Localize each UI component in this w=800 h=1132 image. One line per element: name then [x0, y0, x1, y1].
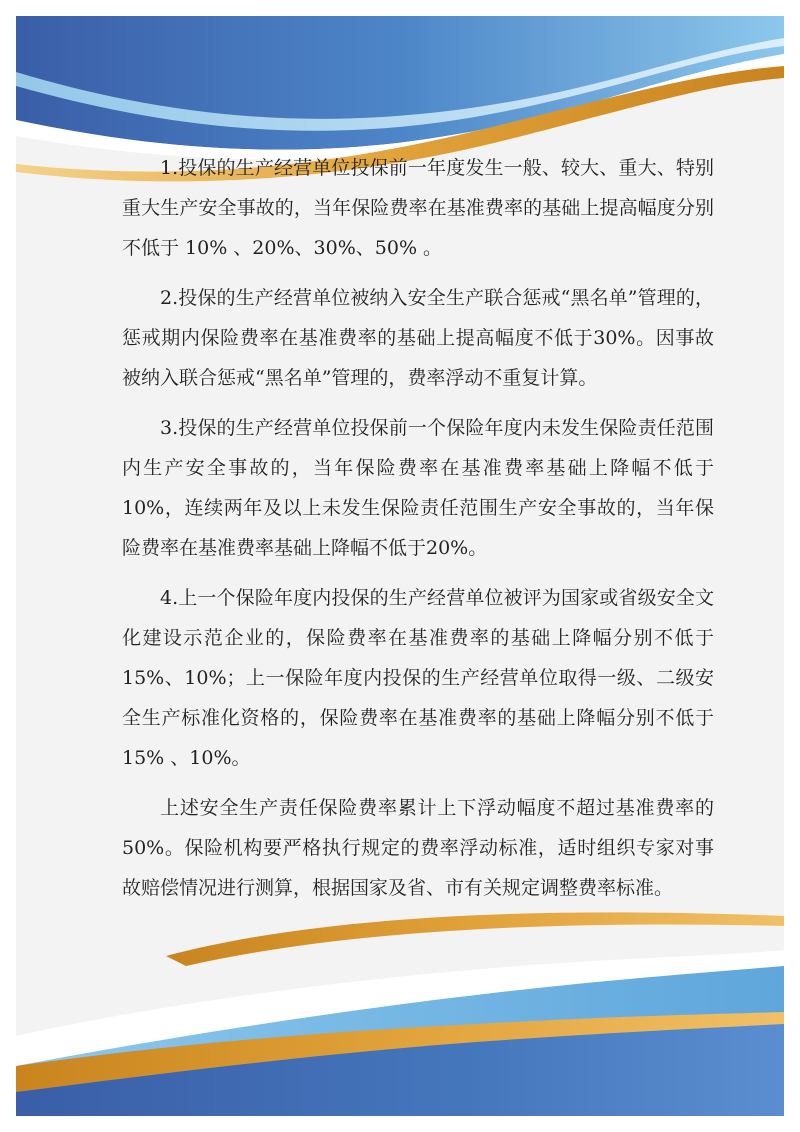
document-page: [16, 16, 784, 1116]
paragraph-3: 3.投保的生产经营单位投保前一个保险年度内未发生保险责任范围内生产安全事故的，当年保险费率在基准费率基础上降幅不低于10%，连续两年及以上未发生保险责任范围生产安全事故的，当年保险费率在基准费率基础上降幅不低于20%。: [122, 417, 714, 559]
paragraph-1: 1.投保的生产经营单位投保前一年度发生一般、较大、重大、特别重大生产安全事故的，当年保险费率在基准费率的基础上提高幅度分别不低于 10% 、20%、30%、50% 。: [122, 157, 714, 259]
paragraph-4: 4.上一个保险年度内投保的生产经营单位被评为国家或省级安全文化建设示范企业的，保险费率在基准费率的基础上降幅分别不低于15%、10%；上一保险年度内投保的生产经营单位取得一级、二级安全生产标准化资格的，保险费率在基准费率的基础上降幅分别不低于15% 、10%。: [122, 587, 714, 769]
document-body: [122, 148, 714, 918]
paragraph-summary: 上述安全生产责任保险费率累计上下浮动幅度不超过基准费率的50%。保险机构要严格执行规定的费率浮动标准，适时组织专家对事故赔偿情况进行测算，根据国家及省、市有关规定调整费率标准。: [122, 797, 714, 899]
bottom-wave-decoration: [16, 896, 784, 1116]
paragraph-2: 2.投保的生产经营单位被纳入安全生产联合惩戒“黑名单”管理的，惩戒期内保险费率在基准费率的基础上提高幅度不低于30%。因事故被纳入联合惩戒“黑名单”管理的，费率浮动不重复计算。: [122, 287, 714, 389]
